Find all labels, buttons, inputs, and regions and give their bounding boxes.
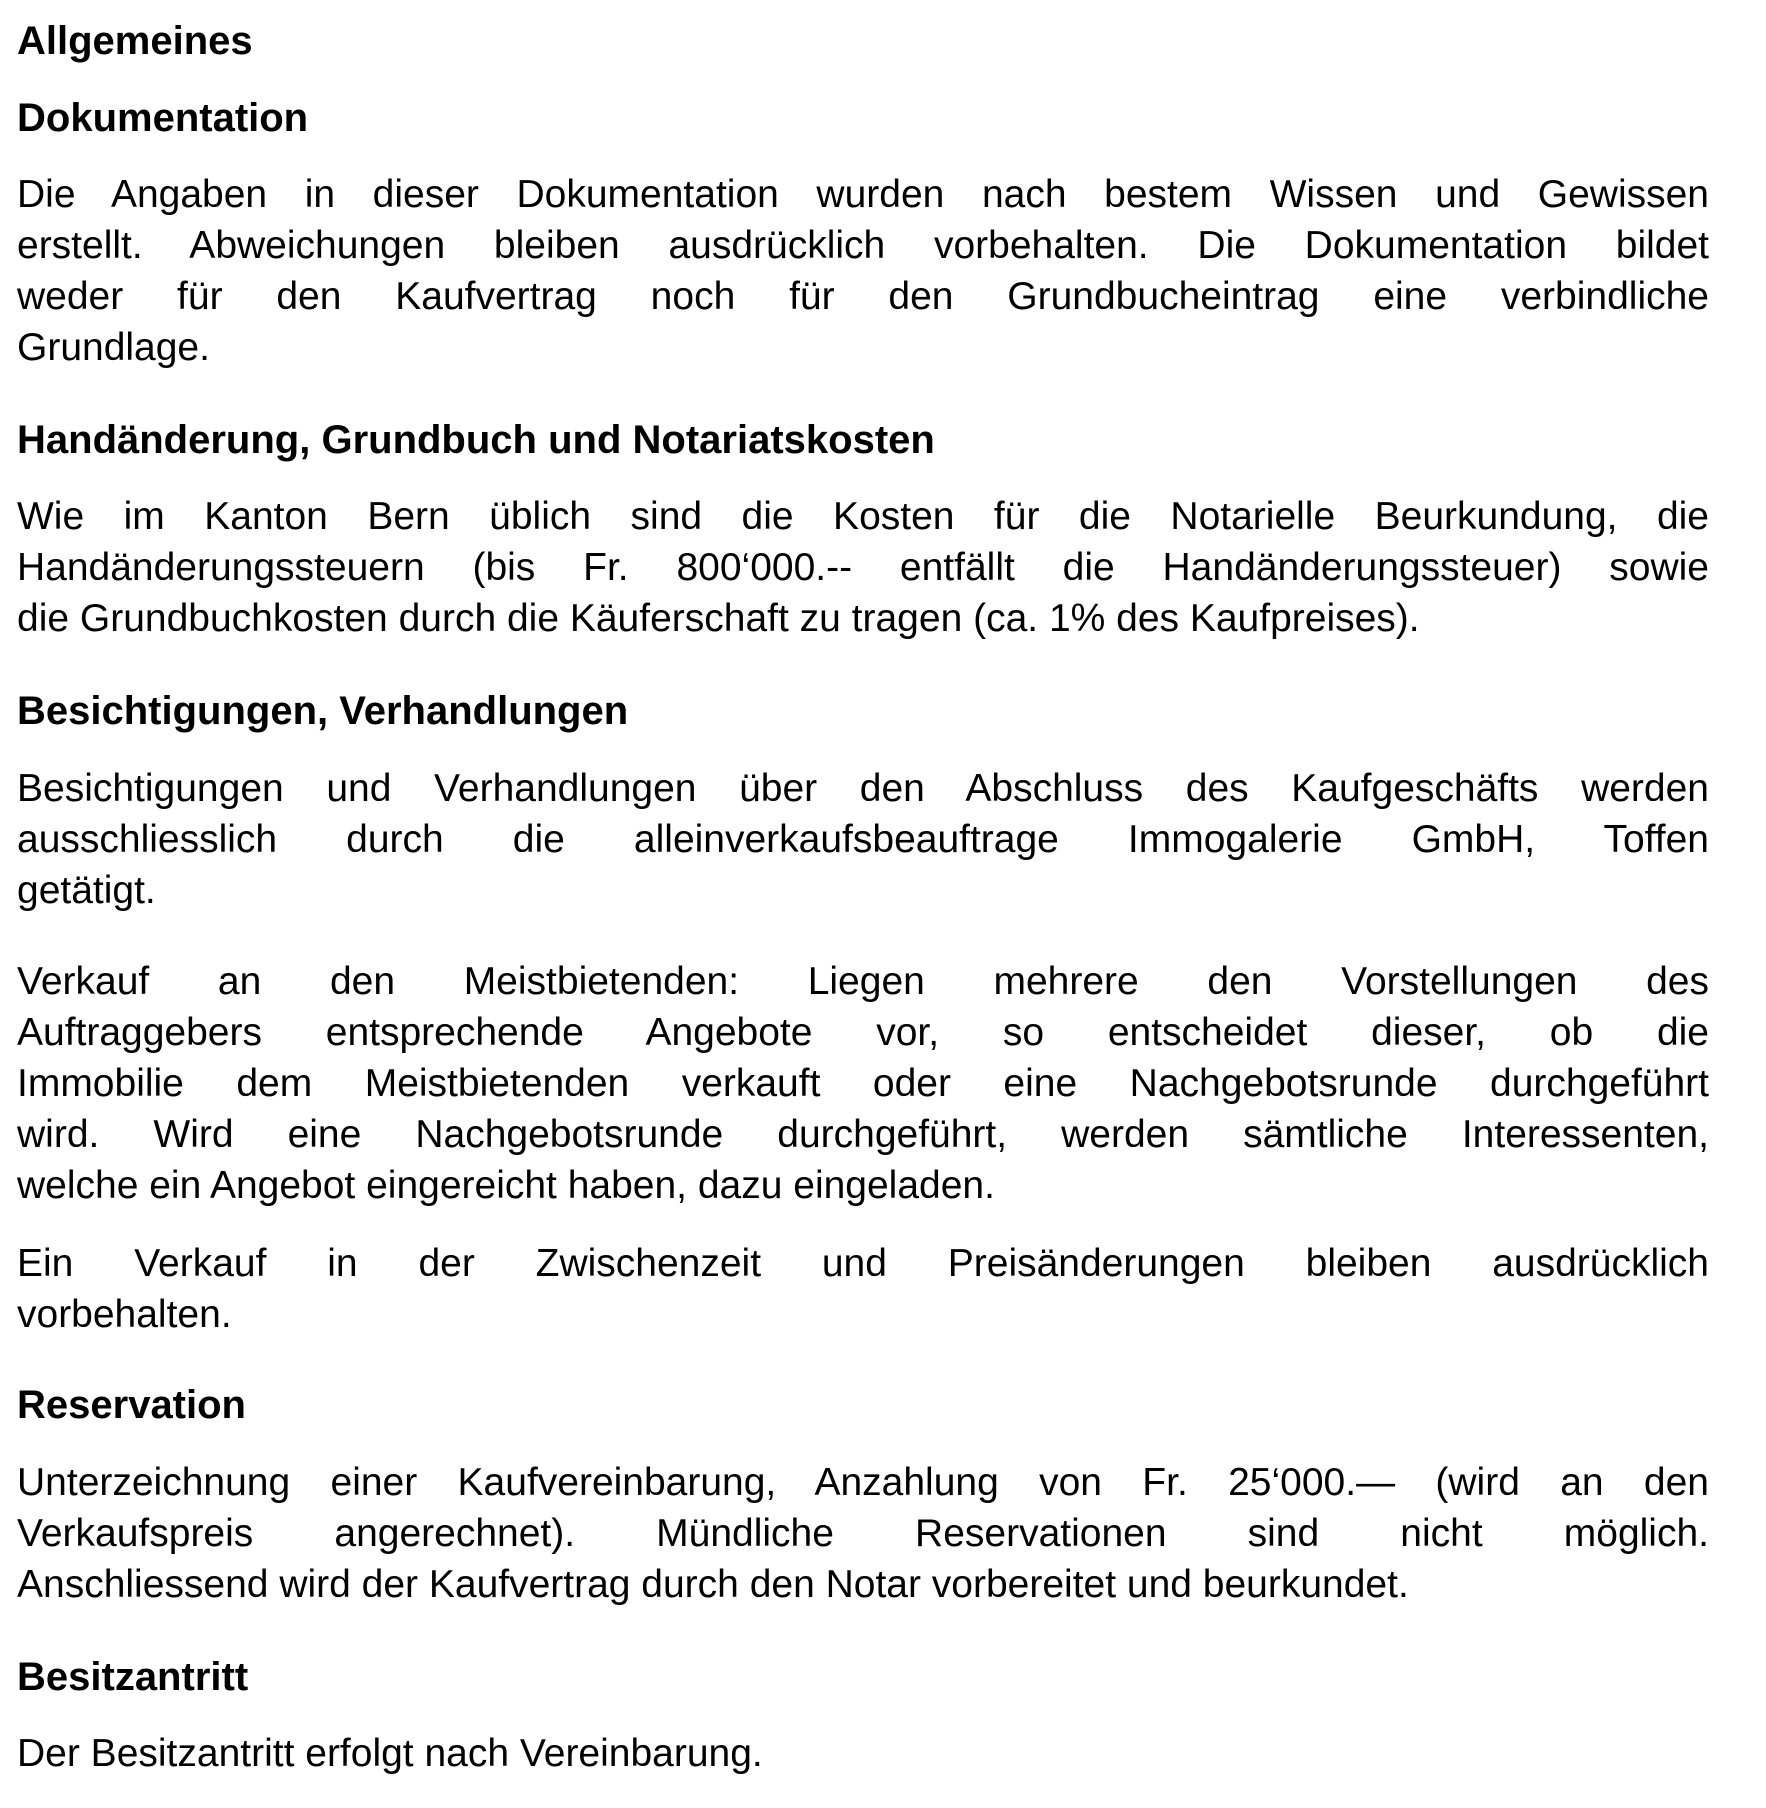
paragraph-besichtigungen xyxy=(17,763,1709,916)
text-line: Wie im Kanton Bern üblich sind die Kosten für die Notarielle Beurkundung, die xyxy=(17,495,1709,538)
section-heading-dokumentation: Dokumentation xyxy=(17,96,309,140)
paragraph-zwischenverkauf xyxy=(17,1238,1709,1340)
text-line: Der Besitzantritt erfolgt nach Vereinbarung. xyxy=(17,1732,763,1775)
text-line: vorbehalten. xyxy=(17,1293,232,1336)
text-line: Ein Verkauf in der Zwischenzeit und Preisänderungen bleiben ausdrücklich xyxy=(17,1242,1709,1285)
section-heading-besichtigungen: Besichtigungen, Verhandlungen xyxy=(17,689,629,733)
text-line: die Grundbuchkosten durch die Käuferschaft zu tragen (ca. 1% des Kaufpreises). xyxy=(17,597,1420,640)
text-line: getätigt. xyxy=(17,869,156,912)
text-line: Unterzeichnung einer Kaufvereinbarung, Anzahlung von Fr. 25‘000.— (wird an den xyxy=(17,1461,1709,1504)
text-line: weder für den Kaufvertrag noch für den Grundbucheintrag eine verbindliche xyxy=(17,275,1709,318)
text-line: welche ein Angebot eingereicht haben, dazu eingeladen. xyxy=(17,1164,995,1207)
section-heading-handaenderung: Handänderung, Grundbuch und Notariatskosten xyxy=(17,418,935,462)
section-heading-reservation: Reservation xyxy=(17,1383,246,1427)
text-line: Anschliessend wird der Kaufvertrag durch den Notar vorbereitet und beurkundet. xyxy=(17,1563,1409,1606)
paragraph-dokumentation xyxy=(17,169,1709,373)
paragraph-besitzantritt xyxy=(17,1728,1709,1779)
paragraph-verkauf-meistbietenden xyxy=(17,956,1709,1211)
text-line: ausschliesslich durch die alleinverkaufsbeauftrage Immogalerie GmbH, Toffen xyxy=(17,818,1709,861)
document-title: Allgemeines xyxy=(17,19,253,63)
text-line: Besichtigungen und Verhandlungen über den Abschluss des Kaufgeschäfts werden xyxy=(17,767,1709,810)
paragraph-handaenderung xyxy=(17,491,1709,644)
text-line: Verkaufspreis angerechnet). Mündliche Reservationen sind nicht möglich. xyxy=(17,1512,1709,1555)
text-line: wird. Wird eine Nachgebotsrunde durchgeführt, werden sämtliche Interessenten, xyxy=(17,1113,1709,1156)
text-line: Auftraggebers entsprechende Angebote vor, so entscheidet dieser, ob die xyxy=(17,1011,1709,1054)
paragraph-reservation xyxy=(17,1457,1709,1610)
text-line: Verkauf an den Meistbietenden: Liegen mehrere den Vorstellungen des xyxy=(17,960,1709,1003)
text-line: Immobilie dem Meistbietenden verkauft oder eine Nachgebotsrunde durchgeführt xyxy=(17,1062,1709,1105)
section-heading-besitzantritt: Besitzantritt xyxy=(17,1655,249,1699)
text-line: Handänderungssteuern (bis Fr. 800‘000.-- entfällt die Handänderungssteuer) sowie xyxy=(17,546,1709,589)
text-line: erstellt. Abweichungen bleiben ausdrücklich vorbehalten. Die Dokumentation bildet xyxy=(17,224,1709,267)
text-line: Grundlage. xyxy=(17,326,210,369)
text-line: Die Angaben in dieser Dokumentation wurden nach bestem Wissen und Gewissen xyxy=(17,173,1709,216)
